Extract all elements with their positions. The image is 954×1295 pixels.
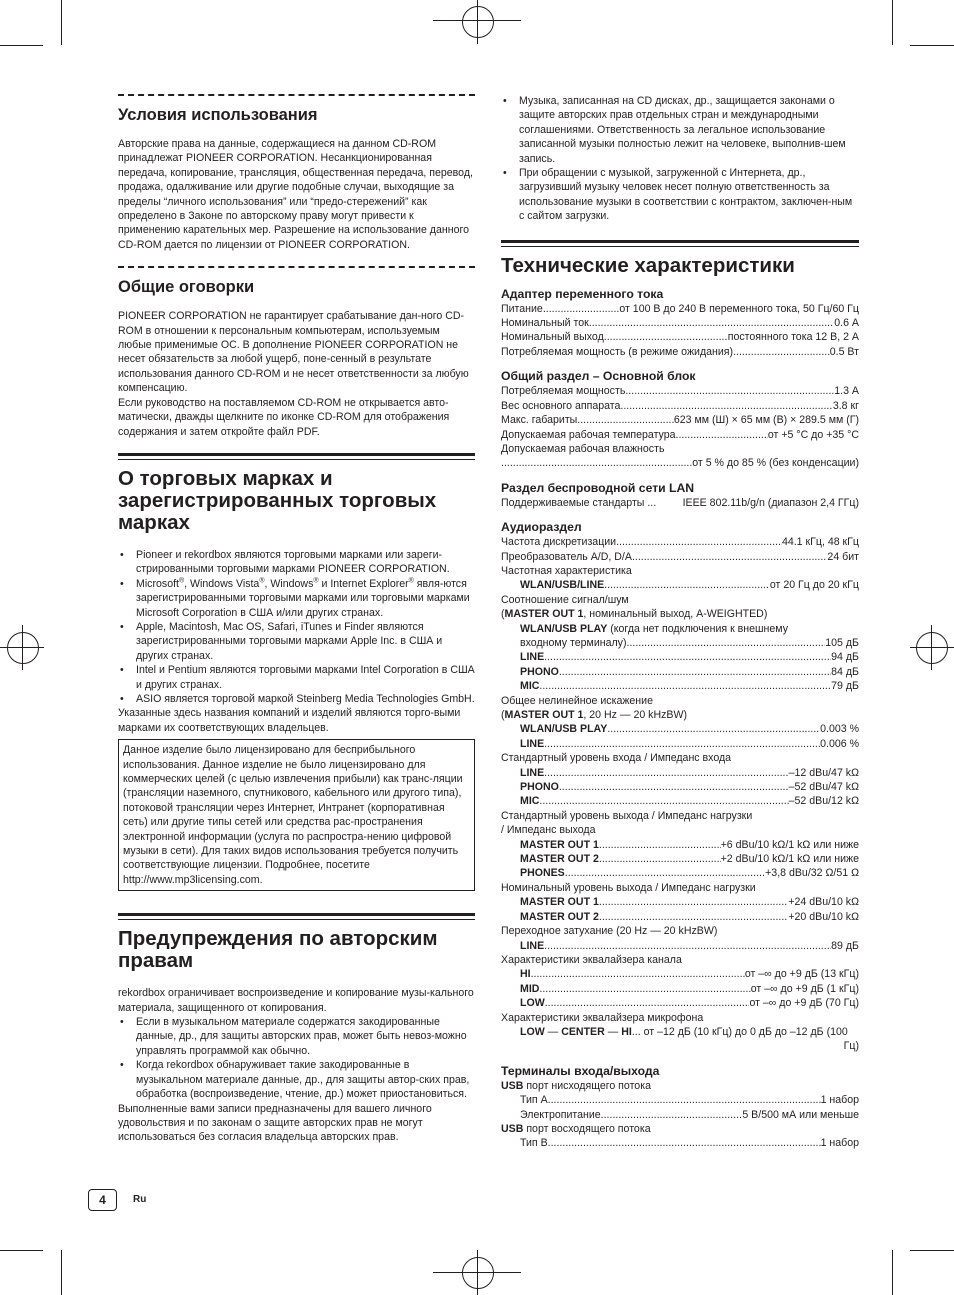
spec-row: LINE ..... 94 дБ: [501, 650, 859, 664]
spec-row: HI ..... от –∞ до +9 дБ (13 кГц): [501, 967, 859, 981]
list-item: • Pioneer и rekordbox являются торговыми марками или зареги-стрированными торговыми марками PIONEER CORPORATION.: [118, 548, 475, 577]
trademarks-note: Указанные здесь названия компаний и изделий являются торго-выми марками их соответствующих владельцев.: [118, 707, 461, 734]
section-divider: [118, 94, 475, 96]
spec-row: Номинальный выход ..... постоянного тока 12 В, 2 А: [501, 330, 859, 344]
spec-row: WLAN/USB PLAY ..... 0.003 %: [501, 722, 859, 736]
spec-row: LINE ..... 89 дБ: [501, 939, 859, 953]
copyright-intro: rekordbox ограничивает воспроизведение и копирование музы-кального материала, защищенного от копирования.: [118, 987, 474, 1014]
spec-label: Переходное затухание (20 Hz — 20 kHzBW): [501, 925, 718, 938]
disclaimer-body: PIONEER CORPORATION не гарантирует срабатывание дан-ного CD-ROM в отношении к персональным компьютерам, используемым любые применимые ОС. В дополнение PIONEER CORPORATION не несет обязательств за любой ущерб, поне-сенный в результате использования данного CD-ROM и не несет ответственности за любую компенсацию.: [118, 310, 469, 395]
section-rule: [501, 240, 859, 247]
ac-adapter-heading: Адаптер переменного тока: [501, 286, 664, 301]
spec-row: LOW ..... от –∞ до +9 дБ (70 Гц): [501, 996, 859, 1010]
spec-row: Преобразователь A/D, D/A ..... 24 бит: [501, 550, 859, 564]
spec-row: Допускаемая рабочая температура ..... от +5 °C до +35 °C: [501, 428, 859, 442]
spec-label: Стандартный уровень входа / Импеданс входа: [501, 752, 732, 765]
spec-label: USB порт восходящего потока: [501, 1122, 651, 1135]
terms-title: Условия использования: [118, 106, 318, 124]
spec-label: Стандартный уровень выхода / Импеданс нагрузки: [501, 809, 753, 822]
spec-condition: (MASTER OUT 1, 20 Hz — 20 kHzBW): [501, 709, 688, 721]
copyright-list: [118, 1015, 475, 1101]
spec-row: Питание ..... от 100 В до 240 В переменного тока, 50 Гц/60 Гц: [501, 302, 859, 316]
list-item: • Intel и Pentium являются торговыми марками Intel Corporation в США и других странах.: [118, 663, 475, 692]
spec-row: входному терминалу) ..... 105 дБ: [501, 636, 859, 650]
spec-row: Макс. габариты ..... 623 мм (Ш) × 65 мм (В) × 289.5 мм (Г): [501, 413, 859, 427]
spec-row: WLAN/USB/LINE ..... от 20 Гц до 20 кГц: [501, 578, 859, 592]
spec-row: PHONO ..... 84 дБ: [501, 665, 859, 679]
music-bullets: [501, 94, 859, 224]
spec-row: Вес основного аппарата ..... 3.8 кг: [501, 399, 859, 413]
spec-row: Номинальный ток ..... 0.6 А: [501, 316, 859, 330]
copyright-outro: Выполненные вами записи предназначены для вашего личного удовольствия и по законам о защите авторских прав не могут использоваться без согласия владельца авторских прав.: [118, 1102, 432, 1144]
spec-row: Тип В ..... 1 набор: [501, 1136, 859, 1150]
wireless-heading: Раздел беспроводной сети LAN: [501, 480, 695, 495]
list-item: • ASIO является торговой маркой Steinberg Media Technologies GmbH.: [118, 692, 475, 706]
spec-label: WLAN/USB PLAY (когда нет подключения к внешнему: [520, 622, 788, 635]
trademarks-list: [118, 548, 475, 706]
spec-row: MASTER OUT 2 ..... +20 dBu/10 kΩ: [501, 910, 859, 924]
spec-row: LINE ..... 0.006 %: [501, 737, 859, 751]
spec-row: MASTER OUT 2 ..... +2 dBu/10 kΩ/1 kΩ или ниже: [501, 852, 859, 866]
spec-label: Общее нелинейное искажение: [501, 694, 653, 707]
section-rule: [118, 913, 475, 920]
spec-row: MID ..... от –∞ до +9 дБ (1 кГц): [501, 982, 859, 996]
list-item: • Apple, Macintosh, Mac OS, Safari, iTunes и Finder являются зарегистрированными торговыми марками Apple Inc. в США и других странах.: [118, 620, 475, 663]
spec-row: Электропитание ..... 5 В/500 мА или меньше: [501, 1108, 859, 1122]
section-divider: [118, 266, 475, 268]
spec-label: Характеристики эквалайзера канала: [501, 953, 682, 966]
page-number: 4: [88, 1189, 117, 1211]
audio-heading: Аудиораздел: [501, 520, 582, 535]
spec-row: Поддерживаемые стандарты ... IEEE 802.11b/g/n (диапазон 2,4 ГГц): [501, 496, 859, 509]
spec-row: Тип А ..... 1 набор: [501, 1093, 859, 1107]
left-column: [118, 94, 475, 1145]
trademarks-title: О торговых марках и зарегистрированных торговых марках: [118, 466, 437, 534]
license-text: Данное изделие было лицензировано для бесприбыльного использования. Данное изделие не было лицензировано для коммерческих целей (с целью извлечения прибыли) как транс-ляции (трансляции наземного, спутникового, кабельного или другого типа), потоковой трансляции через Интернет, Интранет (корпоративная сеть) или другие типы сетей или средства рас-пространения электронной информации (услуга по распростра-нению цифровой музыки в сети). Для таких видов использования требуется получить соответствующие лицензии. Подробнее, посетите http://www.mp3licensing.com.: [123, 744, 463, 886]
disclaimer-title: Общие оговорки: [118, 278, 255, 297]
spec-row: MASTER OUT 1 ..... +24 dBu/10 kΩ: [501, 895, 859, 909]
section-rule: [118, 453, 475, 460]
spec-row: Частота дискретизации ..... 44.1 кГц, 48 кГц: [501, 535, 859, 549]
list-item: • При обращении с музыкой, загруженной с Интернета, др., загрузивший музыку человек несет полную ответственность за использование музыки в соответствии с контрактом, заключен-ным с сайтом загрузки.: [501, 166, 859, 224]
spec-row: MIC ..... 79 дБ: [501, 679, 859, 693]
copyright-title: Предупреждения по авторским правам: [118, 927, 438, 973]
list-item: • Музыка, записанная на CD дисках, др., защищается законами о защите авторских прав отдельных стран и международными соглашениями. Ответственность за легальное использование записанной музыки полностью лежит на человеке, выполнив-шем запись.: [501, 94, 859, 166]
spec-row: PHONES ..... +3,8 dBu/32 Ω/51 Ω: [501, 866, 859, 880]
spec-label: Соотношение сигнал/шум: [501, 593, 629, 606]
spec-row: MIC ..... –52 dBu/12 kΩ: [501, 794, 859, 808]
specs-title: Технические характеристики: [501, 253, 795, 277]
disclaimer-body-2: Если руководство на поставляемом CD-ROM не открывается авто-матически, дважды щелкните по иконке CD-ROM для отображения содержания и затем откройте файл PDF.: [118, 396, 450, 438]
spec-label: / Импеданс выхода: [501, 824, 596, 837]
spec-row: Потребляемая мощность (в режиме ожидания) ..... 0.5 Вт: [501, 345, 859, 359]
spec-row: ..... от 5 % до 85 % (без конденсации): [501, 456, 859, 470]
spec-label: USB порт нисходящего потока: [501, 1079, 651, 1092]
list-item: • Если в музыкальном материале содержатся закодированные данные, др., для защиты авторских прав, может быть невоз-можно управлять программой как обычно.: [118, 1015, 475, 1058]
spec-row: PHONO ..... –52 dBu/47 kΩ: [501, 780, 859, 794]
spec-row: MASTER OUT 1 ..... +6 dBu/10 kΩ/1 kΩ или ниже: [501, 838, 859, 852]
spec-label: Номинальный уровень выхода / Импеданс нагрузки: [501, 881, 756, 894]
spec-label: Частотная характеристика: [501, 564, 632, 577]
spec-value: Гц): [843, 1040, 859, 1053]
list-item-microsoft: • Microsoft®, Windows Vista®, Windows® и Internet Explorer® явля-ются зарегистрированными торговыми марками или торговыми марками Microsoft Corporation в США и/или других странах.: [118, 577, 475, 620]
list-item: • Когда rekordbox обнаруживает такие закодированные в музыкальном материале данные, др., для защиты автор-ских прав, обработка (воспроизведение, чтение, др.) может приостановиться.: [118, 1058, 475, 1101]
language-code: Ru: [133, 1194, 147, 1205]
spec-label: Характеристики эквалайзера микрофона: [501, 1011, 704, 1024]
spec-row: LINE ..... –12 dBu/47 kΩ: [501, 766, 859, 780]
license-box: [118, 739, 475, 891]
spec-label: Допускаемая рабочая влажность: [501, 442, 665, 455]
terms-body: Авторские права на данные, содержащиеся на данном CD-ROM принадлежат PIONEER CORPORATION. Несанкционированная передача, копирование, трансляция, общественная передача, перевод, продажа, одалживание или другие подобные случаи, выходящие за пределы “личного использования” или “предо-стережений” как определено в Законе по авторскому праву могут привести к применению карательных мер. Разрешение на использование данного CD-ROM дается по лицензии от PIONEER CORPORATION.: [118, 138, 473, 251]
spec-condition: (MASTER OUT 1, номинальный выход, A-WEIGHTED): [501, 608, 768, 621]
spec-row: Потребляемая мощность ..... 1.3 А: [501, 384, 859, 398]
spec-row: LOW — CENTER — HI... от –12 дБ (10 кГц) до 0 дБ до –12 дБ (100: [520, 1025, 848, 1038]
io-heading: Терминалы входа/выхода: [501, 1063, 660, 1078]
general-heading: Общий раздел – Основной блок: [501, 369, 696, 384]
right-column: [501, 94, 859, 1151]
